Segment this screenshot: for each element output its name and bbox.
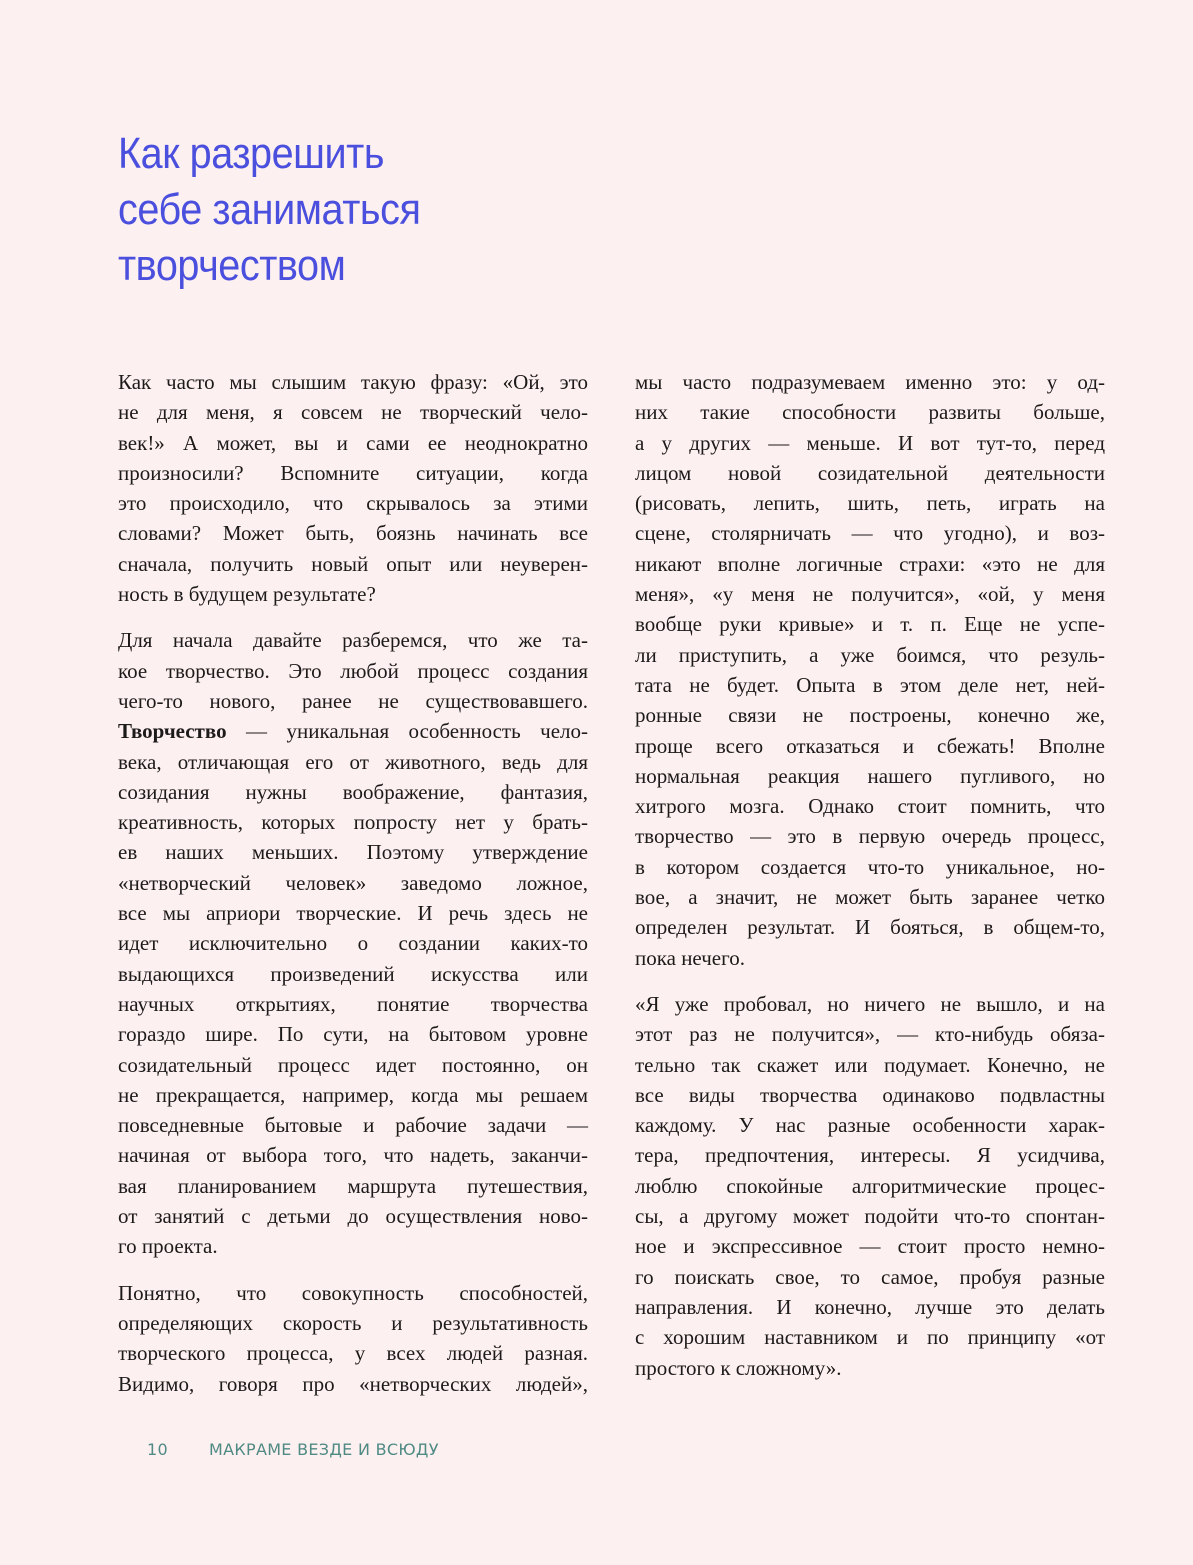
- page-number: 10: [147, 1440, 168, 1459]
- text-line: тера, предпочтения, интересы. Я усидчива,: [635, 1143, 1105, 1168]
- text-line: все мы априори творческие. И речь здесь не: [118, 901, 588, 926]
- text-line: повседневные бытовые и рабочие задачи —: [118, 1113, 588, 1138]
- text-line: люблю спокойные алгоритмические процес-: [635, 1173, 1105, 1198]
- text-line: в котором создается что-то уникальное, но-: [635, 854, 1105, 879]
- chapter-title-line: себе заниматься: [118, 185, 421, 234]
- text-line: вая планированием маршрута путешествия,: [118, 1173, 588, 1198]
- text-line: а у других — меньше. И вот тут-то, перед: [635, 430, 1105, 455]
- text-line: меня», «у меня не получится», «ой, у меня: [635, 582, 1105, 607]
- text-line: созидательный процесс идет постоянно, он: [118, 1052, 588, 1077]
- text-line: вообще руки кривые» и т. п. Еще не успе-: [635, 612, 1105, 637]
- text-line: никают вполне логичные страхи: «это не для: [635, 551, 1105, 576]
- paragraph-abilities: [118, 1278, 588, 1399]
- text-line: хитрого мозга. Однако стоит помнить, что: [635, 794, 1105, 819]
- text-line: Понятно, что совокупность способностей,: [118, 1280, 588, 1305]
- text-line: ронные связи не построены, конечно же,: [635, 703, 1105, 728]
- text-line: ли приступить, а уже боимся, что резуль-: [635, 642, 1105, 667]
- running-title: МАКРАМЕ ВЕЗДЕ И ВСЮДУ: [209, 1440, 439, 1459]
- text-line: это происходило, что скрывалось за этими: [118, 491, 588, 516]
- text-line: Видимо, говоря про «нетворческих людей»,: [118, 1371, 588, 1396]
- text-line: тата не будет. Опыта в этом деле нет, ней-: [635, 672, 1105, 697]
- text-line: гораздо шире. По сути, на бытовом уровне: [118, 1022, 588, 1047]
- text-line: ное и экспрессивное — стоит просто немно-: [635, 1234, 1105, 1259]
- text-line: этот раз не получится», — кто-нибудь обяза-: [635, 1022, 1105, 1047]
- text-line: от занятий с детьми до осуществления ново-: [118, 1204, 588, 1229]
- text-line: определен результат. И бояться, в общем-то,: [635, 915, 1105, 940]
- text-line: Для начала давайте разберемся, что же та-: [118, 628, 588, 653]
- text-line: век!» А может, вы и сами ее неоднократно: [118, 430, 588, 455]
- text-line: креативность, которых попросту нет у брать-: [118, 810, 588, 835]
- text-line: каждому. У нас разные особенности харак-: [635, 1113, 1105, 1138]
- chapter-title-line: Как разрешить: [118, 129, 385, 178]
- text-line: го проекта.: [118, 1234, 218, 1259]
- text-line: сцене, столярничать — что угодно), и воз-: [635, 521, 1105, 546]
- bold-term: Творчество: [118, 719, 227, 744]
- text-line: начиная от выбора того, что надеть, заканчи-: [118, 1143, 588, 1168]
- text-line: направления. И конечно, лучше это делать: [635, 1294, 1105, 1319]
- text-line: простого к сложному».: [635, 1355, 842, 1380]
- paragraph-fears: [635, 367, 1105, 973]
- text-line: созидания нужны воображение, фантазия,: [118, 779, 588, 804]
- chapter-title: [118, 126, 454, 294]
- text-line: чего-то нового, ранее не существовавшего.: [118, 688, 588, 713]
- text-line: творчество — это в первую очередь процесс,: [635, 824, 1105, 849]
- text-line: словами? Может быть, боязнь начинать все: [118, 521, 588, 546]
- text-line: не для меня, я совсем не творческий чело-: [118, 400, 588, 425]
- text-line: все виды творчества одинаково подвластны: [635, 1082, 1105, 1107]
- text-line: ев наших меньших. Поэтому утверждение: [118, 840, 588, 865]
- text-line: (рисовать, лепить, шить, петь, играть на: [635, 491, 1105, 516]
- text-line: сначала, получить новый опыт или неуверен-: [118, 551, 588, 576]
- text-line: века, отличающая его от животного, ведь для: [118, 749, 588, 774]
- text-line: го поискать свое, то самое, пробуя разные: [635, 1264, 1105, 1289]
- chapter-title-line: творчеством: [118, 241, 346, 290]
- left-column: [118, 367, 588, 1415]
- paragraph-definition: [118, 625, 588, 1261]
- paragraph-intro: [118, 367, 588, 609]
- text-line: вое, а значит, не может быть заранее четко: [635, 885, 1105, 910]
- text-line: нормальная реакция нашего пугливого, но: [635, 763, 1105, 788]
- text-line: идет исключительно о создании каких-то: [118, 931, 588, 956]
- text-line: ность в будущем результате?: [118, 582, 376, 607]
- text-line: с хорошим наставником и по принципу «от: [635, 1325, 1105, 1350]
- text-line: выдающихся произведений искусства или: [118, 961, 588, 986]
- text-fragment: — уникальная особенность чело-: [226, 719, 588, 744]
- text-line: кое творчество. Это любой процесс создания: [118, 658, 588, 683]
- text-line: тельно так скажет или подумает. Конечно, не: [635, 1052, 1105, 1077]
- text-line: проще всего отказаться и сбежать! Вполне: [635, 733, 1105, 758]
- text-line: [118, 716, 588, 746]
- text-line: творческого процесса, у всех людей разная.: [118, 1341, 588, 1366]
- right-column: [635, 367, 1105, 1399]
- text-line: сы, а другому может подойти что-то спонтан-: [635, 1204, 1105, 1229]
- text-line: научных открытиях, понятие творчества: [118, 991, 588, 1016]
- text-line: определяющих скорость и результативность: [118, 1310, 588, 1335]
- text-line: не прекращается, например, когда мы решаем: [118, 1082, 588, 1107]
- text-line: произносили? Вспомните ситуации, когда: [118, 460, 588, 485]
- text-line: «Я уже пробовал, но ничего не вышло, и на: [635, 991, 1105, 1016]
- text-line: пока нечего.: [635, 945, 745, 970]
- paragraph-attempts: [635, 989, 1105, 1383]
- text-line: лицом новой созидательной деятельности: [635, 460, 1105, 485]
- text-line: Как часто мы слышим такую фразу: «Ой, это: [118, 370, 588, 394]
- text-line: мы часто подразумеваем именно это: у од-: [635, 370, 1105, 394]
- text-line: них такие способности развиты больше,: [635, 400, 1105, 425]
- text-line: «нетворческий человек» заведомо ложное,: [118, 870, 588, 895]
